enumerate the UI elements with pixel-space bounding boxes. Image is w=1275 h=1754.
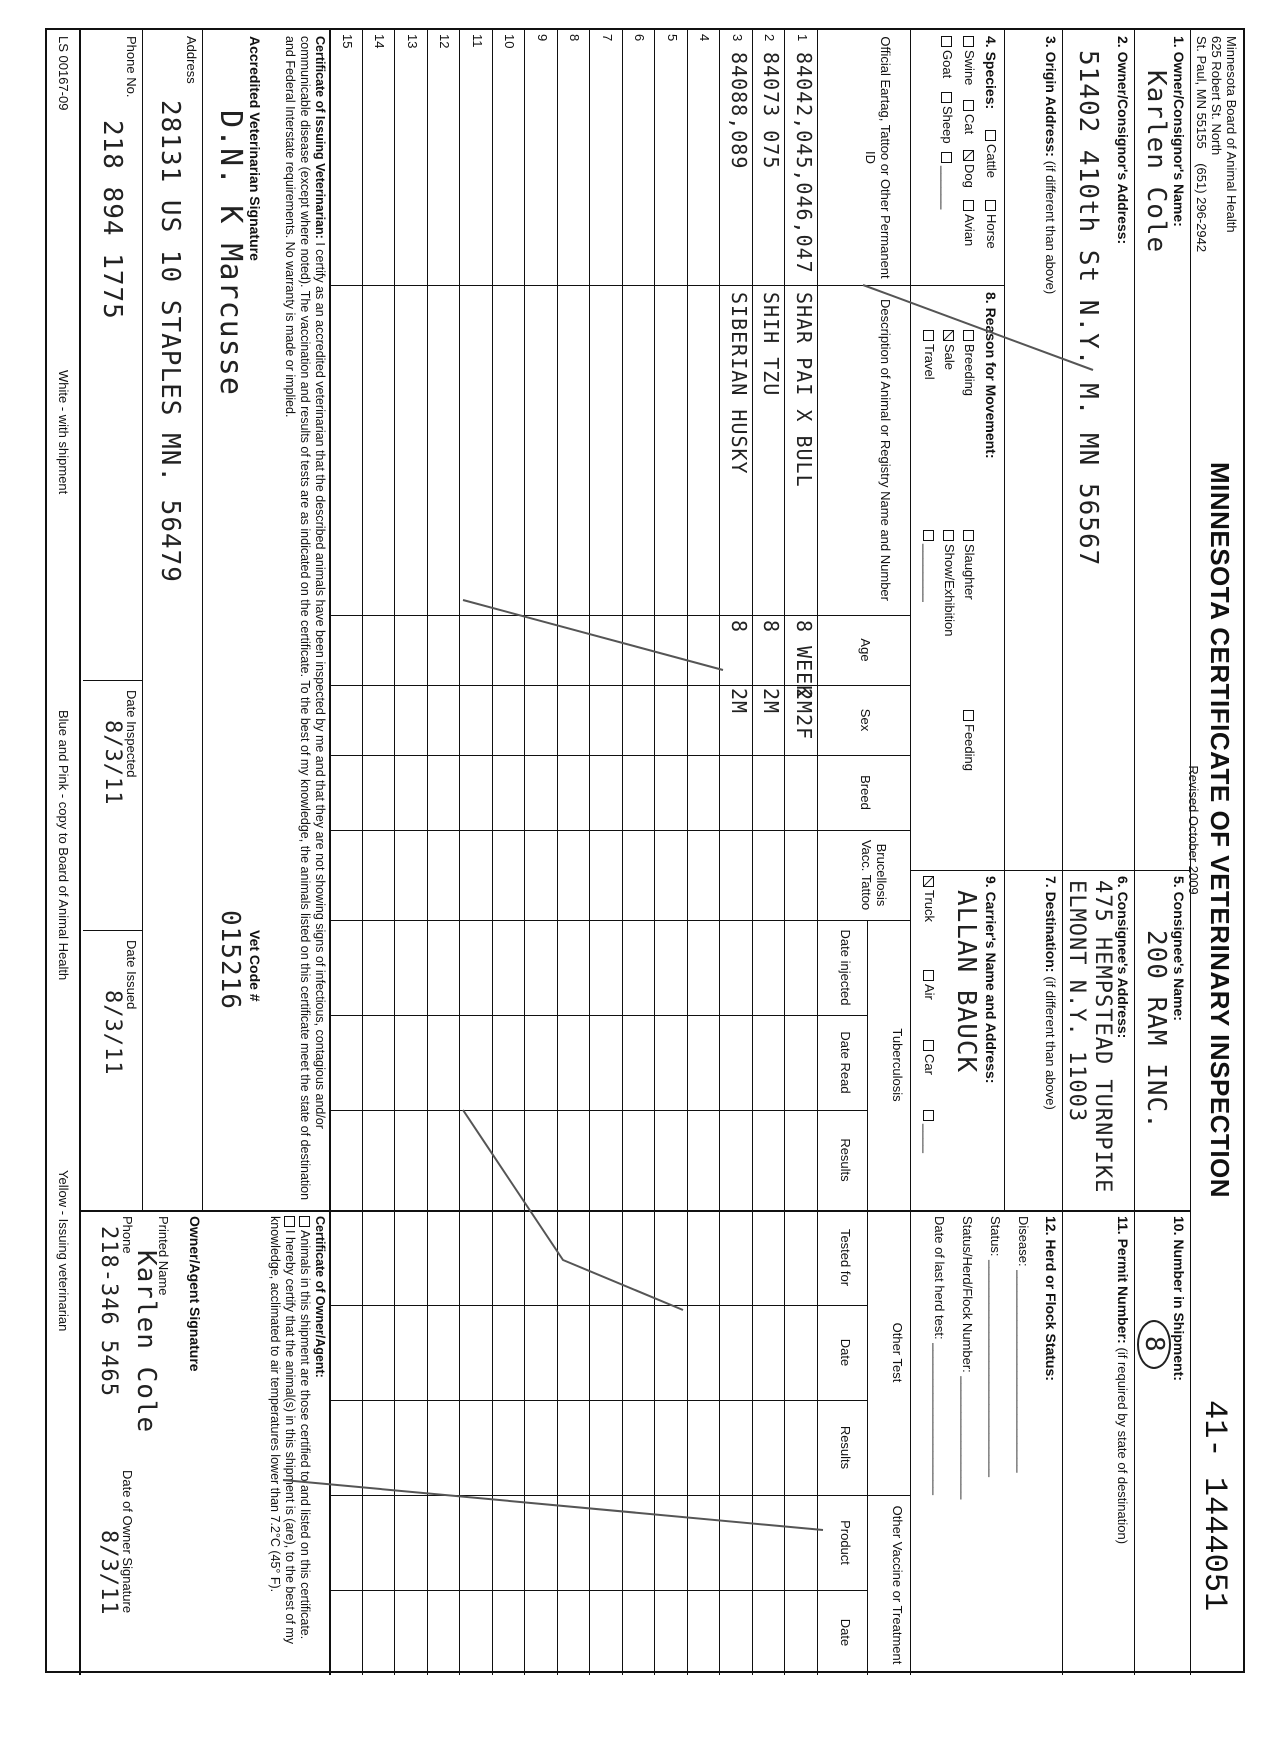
col-bruc-head: Brucellosis Vacc. Tattoo bbox=[859, 839, 889, 911]
row-number: 4 bbox=[697, 34, 713, 42]
cancel-stroke-3 bbox=[463, 1110, 683, 1310]
row-sex: 2M bbox=[727, 688, 751, 715]
species-swine[interactable]: Swine bbox=[962, 36, 977, 85]
cancel-stroke-2 bbox=[463, 600, 723, 670]
row-description: SHAR PAI X BULL bbox=[792, 292, 816, 488]
form-title: MINNESOTA CERTIFICATE OF VETERINARY INSPECTION bbox=[1205, 461, 1235, 1199]
cancel-stroke-4 bbox=[283, 1480, 823, 1530]
tb-group-head: Tuberculosis bbox=[890, 1028, 905, 1102]
ot-results-head: Results bbox=[838, 1425, 853, 1470]
row-age: 8 bbox=[727, 620, 751, 634]
cancel-stroke-1 bbox=[863, 285, 1093, 370]
species-avian[interactable]: Avian bbox=[962, 200, 977, 246]
vet-address-label: Address bbox=[184, 36, 199, 84]
reason-show[interactable]: Show/Exhibition bbox=[942, 530, 957, 637]
carrier-label: 9. Carrier's Name and Address: bbox=[983, 876, 999, 1084]
row-number: 11 bbox=[470, 34, 485, 48]
species-dog[interactable]: Dog bbox=[962, 150, 977, 188]
vet-sig-value: D.N. K Marcusse bbox=[213, 110, 248, 396]
agency-name: Minnesota Board of Animal Health bbox=[1224, 36, 1239, 233]
row-id: 84042,045,046,047 bbox=[792, 52, 816, 274]
reason-breeding[interactable]: Breeding bbox=[962, 330, 977, 396]
herd-status-label: 12. Herd or Flock Status: bbox=[1043, 1216, 1059, 1381]
owner-phone-value: 218-346 5465 bbox=[96, 1226, 121, 1397]
reason-slaughter[interactable]: Slaughter bbox=[962, 530, 977, 600]
species-cattle[interactable]: Cattle bbox=[984, 130, 999, 178]
row-number: 3 bbox=[730, 34, 745, 42]
species-label: 4. Species: bbox=[983, 36, 999, 110]
owner-printed-value: Karlen Cole bbox=[131, 1250, 161, 1434]
tb-injected-head: Date injected bbox=[838, 929, 853, 1006]
date-issued-label: Date Issued bbox=[124, 940, 139, 1010]
vet-phone-label: Phone No. bbox=[124, 36, 139, 98]
tb-read-head: Date Read bbox=[838, 1031, 853, 1094]
col-desc-head: Description of Animal or Registry Name and Number bbox=[878, 298, 893, 601]
row-age: 8 bbox=[759, 620, 784, 634]
date-inspected-value: 8/3/11 bbox=[100, 720, 125, 806]
vet-code-value: 015216 bbox=[215, 910, 245, 1010]
agency-address-2: St. Paul, MN 55155 (651) 296-2942 bbox=[1194, 36, 1209, 253]
row-number: 14 bbox=[372, 34, 388, 49]
row-description: SIBERIAN HUSKY bbox=[727, 292, 751, 475]
carrier-truck[interactable]: Truck bbox=[922, 876, 937, 922]
row-number: 6 bbox=[632, 34, 648, 42]
owner-printed-label: Printed Name bbox=[156, 1216, 171, 1296]
row-number: 5 bbox=[665, 34, 680, 42]
owner-sig-label: Owner/Agent Signature bbox=[187, 1216, 203, 1372]
ot-tested-head: Tested for bbox=[838, 1228, 853, 1287]
owner-date-value: 8/3/11 bbox=[96, 1530, 121, 1616]
col-age-head: Age bbox=[858, 638, 873, 662]
vac-product-head: Product bbox=[838, 1520, 853, 1565]
form-revised: Revised October 2009 bbox=[1186, 765, 1201, 895]
rotated-form bbox=[45, 28, 1245, 1673]
col-breed-head: Breed bbox=[858, 775, 873, 810]
reason-label: 8. Reason for Movement: bbox=[983, 292, 999, 459]
vet-phone-value: 218 894 1775 bbox=[97, 120, 127, 320]
reason-feeding[interactable]: Feeding bbox=[962, 710, 977, 771]
owner-address-value: 51402 410th St N.Y. M. MN 56567 bbox=[1073, 50, 1103, 567]
row-number: 9 bbox=[535, 34, 550, 42]
vac-group-head: Other Vaccine or Treatment bbox=[890, 1505, 905, 1665]
row-sex: 2M bbox=[759, 688, 784, 715]
row-number: 10 bbox=[502, 34, 518, 49]
tb-results-head: Results bbox=[838, 1138, 853, 1182]
destination-label: 7. Destination: (if different than above) bbox=[1043, 876, 1059, 1110]
owner-cert-block: Certificate of Owner/Agent: Animals in this shipment are those certified to and listed on this certificate. I hereby certify that the animal(s) in this shipment is (are), to the best of my knowledge, acclimated to air temperatures lower than 7.2°C (45° F). bbox=[268, 1216, 327, 1645]
permit-label: 11. Permit Number: (if required by state of destination) bbox=[1115, 1216, 1131, 1545]
other-test-head: Other Test bbox=[890, 1322, 905, 1383]
footer-yellow: Yellow - Issuing veterinarian bbox=[56, 1170, 71, 1332]
row-number: 15 bbox=[340, 34, 355, 49]
row-sex: 2M2F bbox=[792, 688, 816, 741]
vet-code-label: Vet Code # bbox=[247, 930, 263, 1002]
owner-date-label: Date of Owner Signature bbox=[120, 1470, 135, 1614]
last-herd-test-label: Date of last herd test: _____________________ bbox=[932, 1216, 947, 1496]
row-id: 84088,089 bbox=[727, 52, 751, 170]
consignee-address-label: 6. Consignee's Address: bbox=[1115, 876, 1131, 1039]
species-cat[interactable]: Cat bbox=[962, 100, 977, 134]
consignee-address-value: 475 HEMPSTEAD TURNPIKE ELMONT N.Y. 11003 bbox=[1064, 880, 1115, 1194]
agency-address-1: 625 Robert St. North bbox=[1209, 36, 1224, 156]
form-number: LS 00167-09 bbox=[56, 36, 71, 111]
row-description: SHIH TZU bbox=[759, 292, 784, 397]
species-sheep[interactable]: Sheep bbox=[940, 92, 955, 144]
cancel-strokes bbox=[43, 30, 1243, 1675]
reason-sale[interactable]: Sale bbox=[942, 330, 957, 370]
consignee-name-label: 5. Consignee's Name: bbox=[1171, 876, 1187, 1021]
owner-phone-label: Phone bbox=[120, 1216, 135, 1254]
vet-sig-label: Accredited Veterinarian Signature bbox=[247, 36, 263, 261]
date-inspected-label: Date Inspected bbox=[124, 690, 139, 778]
row-age: 8 WEEK bbox=[792, 620, 816, 699]
owner-name-label: 1. Owner/Consignor's Name: bbox=[1171, 36, 1187, 227]
species-goat[interactable]: Goat bbox=[940, 36, 955, 78]
species-horse[interactable]: Horse bbox=[984, 200, 999, 249]
carrier-car[interactable]: Car bbox=[922, 1040, 937, 1075]
carrier-other[interactable]: ____ bbox=[922, 1110, 937, 1153]
col-sex-head: Sex bbox=[858, 708, 873, 732]
date-issued-value: 8/3/11 bbox=[100, 990, 125, 1076]
status-label: Status: ______________________________ bbox=[988, 1216, 1003, 1477]
col-id-head: Official Eartag, Tattoo or Other Permanent ID bbox=[863, 36, 893, 279]
footer-white: White - with shipment bbox=[56, 370, 71, 495]
origin-address-label: 3. Origin Address: (if different than above) bbox=[1043, 36, 1059, 295]
disease-label: Disease: ____________________________ bbox=[1016, 1216, 1031, 1473]
status-herd-label: Status/Herd/Flock Number: _________________ bbox=[960, 1216, 975, 1500]
species-other[interactable]: ______ bbox=[940, 152, 955, 209]
number-label: 10. Number in Shipment: bbox=[1171, 1216, 1187, 1381]
row-number: 13 bbox=[405, 34, 420, 49]
row-id: 84073 075 bbox=[759, 52, 784, 170]
row-number: 12 bbox=[437, 34, 453, 49]
owner-name-value: Karlen Cole bbox=[1141, 70, 1171, 254]
row-number: 7 bbox=[600, 34, 615, 42]
ot-date-head: Date bbox=[838, 1338, 853, 1367]
carrier-value: ALLAN BAUCK bbox=[951, 890, 981, 1074]
owner-address-label: 2. Owner/Consignor's Address: bbox=[1115, 36, 1131, 245]
consignee-name-value: 200 RAM INC. bbox=[1141, 930, 1171, 1130]
number-value: 8 bbox=[1137, 1320, 1171, 1369]
certificate-number: 41- 1444051 bbox=[1196, 1400, 1233, 1612]
row-number: 1 bbox=[795, 34, 810, 42]
reason-travel[interactable]: Travel bbox=[922, 330, 937, 380]
row-number: 2 bbox=[762, 34, 778, 42]
vet-cert-block: Certificate of Issuing Veterinarian: I certify as an accredited veterinarian that the described animals have been inspected by me and that they are not showing signs of infectious, contagious and/or communicable disease (except where noted). The vaccination and results of tests are as indicated on the certificate. To the best of my knowledge, the animals listed on this certificate meet the state of destination and Federal Interstate requirements. No warranty is made or implied. bbox=[283, 36, 327, 1201]
vet-address-value: 28131 US 10 STAPLES MN. 56479 bbox=[155, 100, 185, 583]
footer-blue-pink: Blue and Pink - copy to Board of Animal Health bbox=[56, 710, 71, 981]
row-number: 8 bbox=[567, 34, 583, 42]
reason-other[interactable]: ________ bbox=[922, 530, 937, 602]
carrier-air[interactable]: Air bbox=[922, 970, 937, 1000]
vac-date-head: Date bbox=[838, 1618, 853, 1647]
